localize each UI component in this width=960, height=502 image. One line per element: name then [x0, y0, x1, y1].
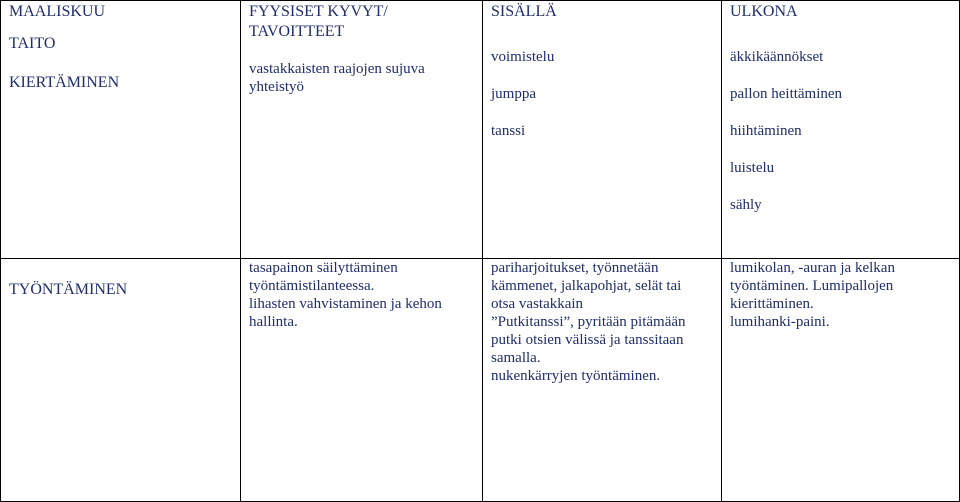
physical-goals-header-line2: TAVOITTEET — [249, 23, 345, 40]
list-item: jumppa — [491, 86, 536, 102]
cell-pushing-indoors — [483, 259, 722, 502]
cell-outdoors — [722, 1, 960, 259]
table-row — [1, 1, 960, 259]
pushing-indoors-text: pariharjoitukset, työnnetään kämmenet, jalkapohjat, selät tai otsa vastakkain ”Putkitanssi”, pyritään pitämään putki otsien välissä ja tanssitaan samalla. nukenkärryjen työntäminen. — [491, 260, 686, 384]
pushing-outdoors-text: lumikolan, -auran ja kelkan työntäminen. Lumipallojen kierittäminen. lumihanki-paini. — [730, 260, 895, 330]
cell-physical-goals — [241, 1, 483, 259]
cell-pushing-outdoors — [722, 259, 960, 502]
cell-pushing-skill — [1, 259, 241, 502]
cell-indoors — [483, 1, 722, 259]
rotation-goals-text: vastakkaisten raajojen sujuva yhteistyö — [249, 61, 425, 95]
skill-pushing: TYÖNTÄMINEN — [9, 281, 128, 298]
outdoors-list — [730, 48, 951, 214]
pushing-goals-text: tasapainon säilyttäminen työntämistilanteessa. lihasten vahvistaminen ja kehon hallinta. — [249, 260, 442, 330]
indoors-header: SISÄLLÄ — [491, 3, 557, 20]
skill-header: TAITO — [9, 35, 56, 52]
list-item: hiihtäminen — [730, 123, 802, 139]
skill-rotation: KIERTÄMINEN — [9, 74, 120, 91]
indoors-list — [491, 48, 713, 140]
cell-month-skill — [1, 1, 241, 259]
table-row — [1, 259, 960, 502]
outdoors-header: ULKONA — [730, 3, 798, 20]
month-label: MAALISKUU — [9, 3, 105, 20]
list-item: tanssi — [491, 123, 526, 139]
list-item: pallon heittäminen — [730, 86, 843, 102]
physical-goals-header-line1: FYYSISET KYVYT/ — [249, 3, 388, 20]
cell-pushing-goals — [241, 259, 483, 502]
list-item: voimistelu — [491, 49, 555, 65]
list-item: luistelu — [730, 160, 775, 176]
list-item: äkkikäännökset — [730, 49, 824, 65]
list-item: sähly — [730, 197, 762, 213]
